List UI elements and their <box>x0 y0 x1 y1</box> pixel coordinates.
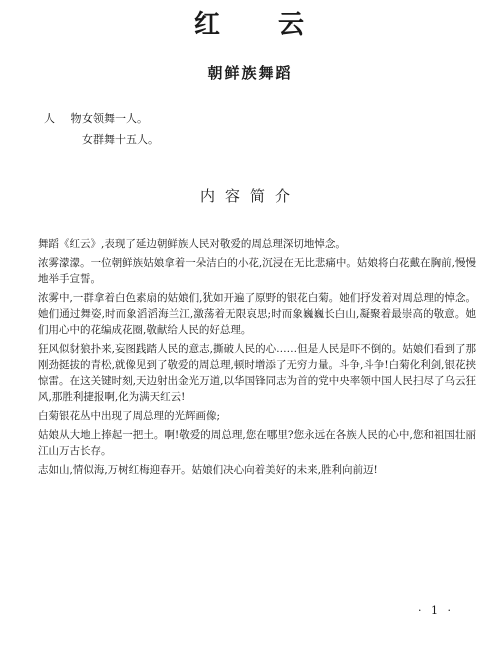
cast-entry-group: 女群舞十五人。 <box>82 133 159 146</box>
page-number: · 1 · <box>418 604 454 617</box>
subtitle: 朝鲜族舞蹈 <box>207 64 293 82</box>
page-title <box>0 4 500 41</box>
title-char-2: 云 <box>278 10 307 40</box>
paragraph: 狂风似豺狼扑来,妄图践踏人民的意志,撕破人民的心……但是人民是吓不倒的。姑娘们看到了那刚劲挺拔的青松,就像见到了敬爱的周总理,顿时增添了无穷力量。斗争,斗争!白菊化利剑,银花挟惊雷。在这关键时刻,天边射出金光万道,以华国锋同志为首的党中央率领中国人民扫尽了乌云狂风,那胜利捷报啊,化为满天红云! <box>38 343 476 403</box>
cast-row-1 <box>44 108 159 129</box>
cast-label: 人 物: <box>44 112 98 125</box>
synopsis-body <box>38 236 476 481</box>
paragraph: 舞蹈《红云》,表现了延边朝鲜族人民对敬爱的周总理深切地悼念。 <box>38 238 346 250</box>
paragraph: 浓雾中,一群拿着白色素扇的姑娘们,犹如开遍了原野的银花白菊。她们抒发着对周总理的悼念。她们通过舞姿,时而象滔滔海兰江,激荡着无限哀思;时而象巍巍长白山,凝聚着最崇高的敬意。她们用心中的花编成花圈,敬献给人民的好总理。 <box>38 292 476 336</box>
paragraph: 浓雾濛濛。一位朝鲜族姑娘拿着一朵洁白的小花,沉浸在无比悲痛中。姑娘将白花戴在胸前,慢慢地举手宣誓。 <box>38 257 476 285</box>
cast-row-2 <box>44 129 159 150</box>
cast-list <box>44 108 159 150</box>
paragraph: 白菊银花丛中出现了周总理的光辉画像; <box>38 410 221 422</box>
paragraph: 志如山,情似海,万树红梅迎春开。姑娘们决心向着美好的未来,胜利向前迈! <box>38 464 378 476</box>
title-char-1: 红 <box>193 10 222 40</box>
section-heading: 内容简介 <box>199 187 300 205</box>
cast-entry-lead: 女领舞一人。 <box>82 112 148 125</box>
paragraph: 姑娘从大地上捧起一把土。啊!敬爱的周总理,您在哪里?您永远在各族人民的心中,您和祖国壮丽江山万古长存。 <box>38 429 476 457</box>
